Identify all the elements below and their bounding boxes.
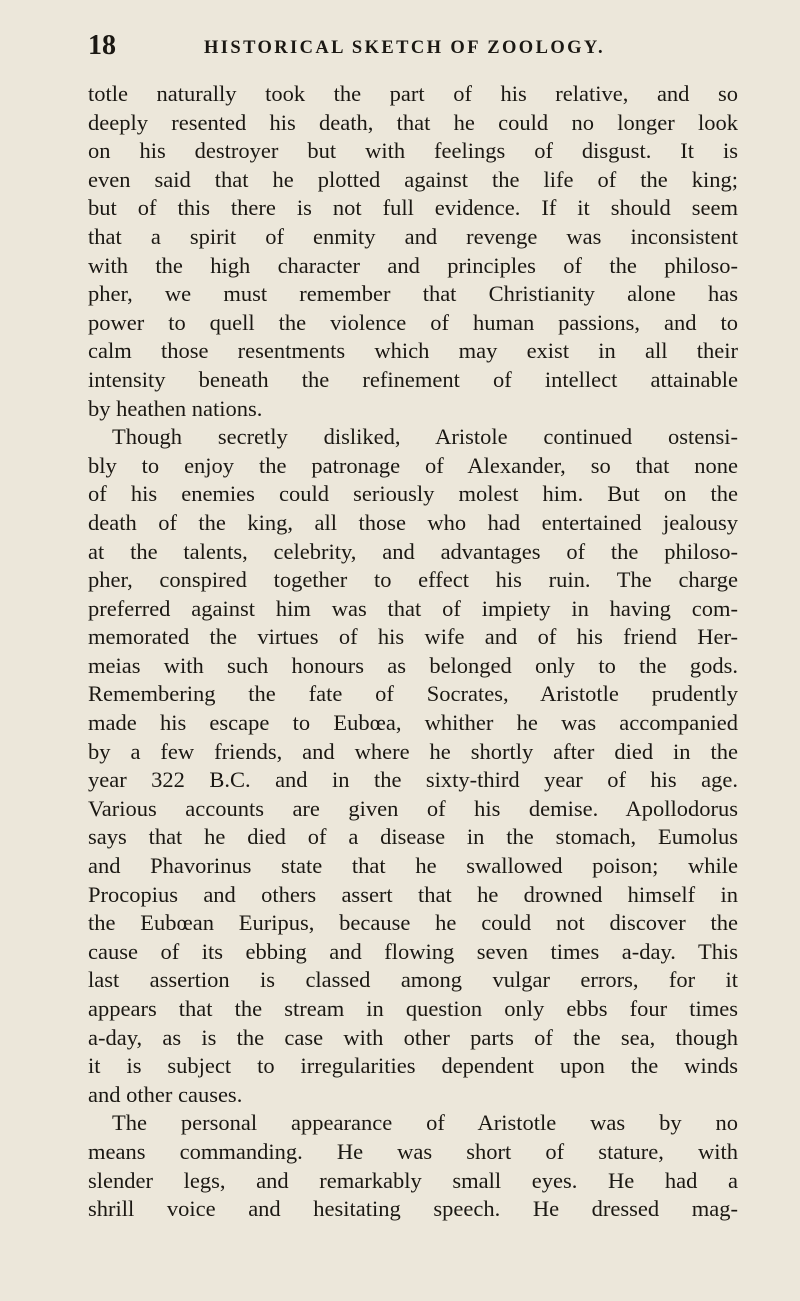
text-line: memorated the virtues of his wife and of his friend Her- — [88, 624, 738, 650]
text-line: cause of its ebbing and flowing seven times a-day. This — [88, 938, 738, 964]
text-line: and other causes. — [88, 1081, 243, 1107]
text-line: deeply resented his death, that he could no longer look — [88, 109, 738, 135]
text-line: slender legs, and remarkably small eyes. He had a — [88, 1167, 738, 1193]
paragraph-start-line: The personal appearance of Aristotle was by no — [112, 1110, 738, 1136]
page-number: 18 — [88, 30, 116, 61]
running-head — [88, 30, 736, 66]
text-line: death of the king, all those who had entertained jealousy — [88, 509, 738, 535]
text-line: power to quell the violence of human passions, and to — [88, 309, 738, 335]
text-line: Procopius and others assert that he drowned himself in — [88, 881, 738, 907]
text-line: intensity beneath the refinement of intellect attainable — [88, 366, 738, 392]
text-line: meias with such honours as belonged only to the gods. — [88, 652, 738, 678]
text-line: bly to enjoy the patronage of Alexander, so that none — [88, 452, 738, 478]
text-line: by a few friends, and where he shortly after died in the — [88, 738, 738, 764]
text-line: with the high character and principles of the philoso- — [88, 252, 738, 278]
text-line: the Eubœan Euripus, because he could not discover the — [88, 910, 738, 936]
text-line: pher, we must remember that Christianity alone has — [88, 281, 738, 307]
text-line: but of this there is not full evidence. If it should seem — [88, 195, 738, 221]
text-line: Remembering the fate of Socrates, Aristotle prudently — [88, 681, 738, 707]
text-line: appears that the stream in question only ebbs four times — [88, 996, 738, 1021]
text-line: means commanding. He was short of stature, with — [88, 1138, 738, 1164]
text-line: and Phavorinus state that he swallowed poison; while — [88, 853, 738, 879]
text-line: totle naturally took the part of his relative, and so — [88, 81, 738, 106]
text-line: a-day, as is the case with other parts of the sea, though — [88, 1024, 738, 1050]
text-line: it is subject to irregularities dependent upon the winds — [88, 1053, 738, 1079]
text-line: by heathen nations. — [88, 395, 263, 421]
text-line: says that he died of a disease in the stomach, Eumolus — [88, 824, 738, 850]
body-text — [88, 80, 738, 1224]
text-line: calm those resentments which may exist in all their — [88, 338, 738, 364]
text-line: made his escape to Eubœa, whither he was accompanied — [88, 710, 738, 736]
text-line: last assertion is classed among vulgar errors, for it — [88, 967, 738, 993]
text-line: pher, conspired together to effect his ruin. The charge — [88, 567, 738, 593]
text-line: of his enemies could seriously molest him. But on the — [88, 481, 738, 507]
paragraph-start-line: Though secretly disliked, Aristole continued ostensi- — [112, 424, 738, 450]
text-line: at the talents, celebrity, and advantages of the philoso- — [88, 538, 738, 564]
text-line: that a spirit of enmity and revenge was inconsistent — [88, 223, 738, 249]
text-line: even said that he plotted against the life of the king; — [88, 166, 738, 192]
text-line: year 322 B.C. and in the sixty-third year of his age. — [88, 767, 738, 793]
text-line: Various accounts are given of his demise. Apollodorus — [88, 795, 738, 821]
text-line: preferred against him was that of impiety in having com- — [88, 595, 738, 621]
text-line: on his destroyer but with feelings of disgust. It is — [88, 138, 738, 164]
text-line: shrill voice and hesitating speech. He dressed mag- — [88, 1196, 738, 1222]
running-title: HISTORICAL SKETCH OF ZOOLOGY. — [204, 38, 605, 58]
